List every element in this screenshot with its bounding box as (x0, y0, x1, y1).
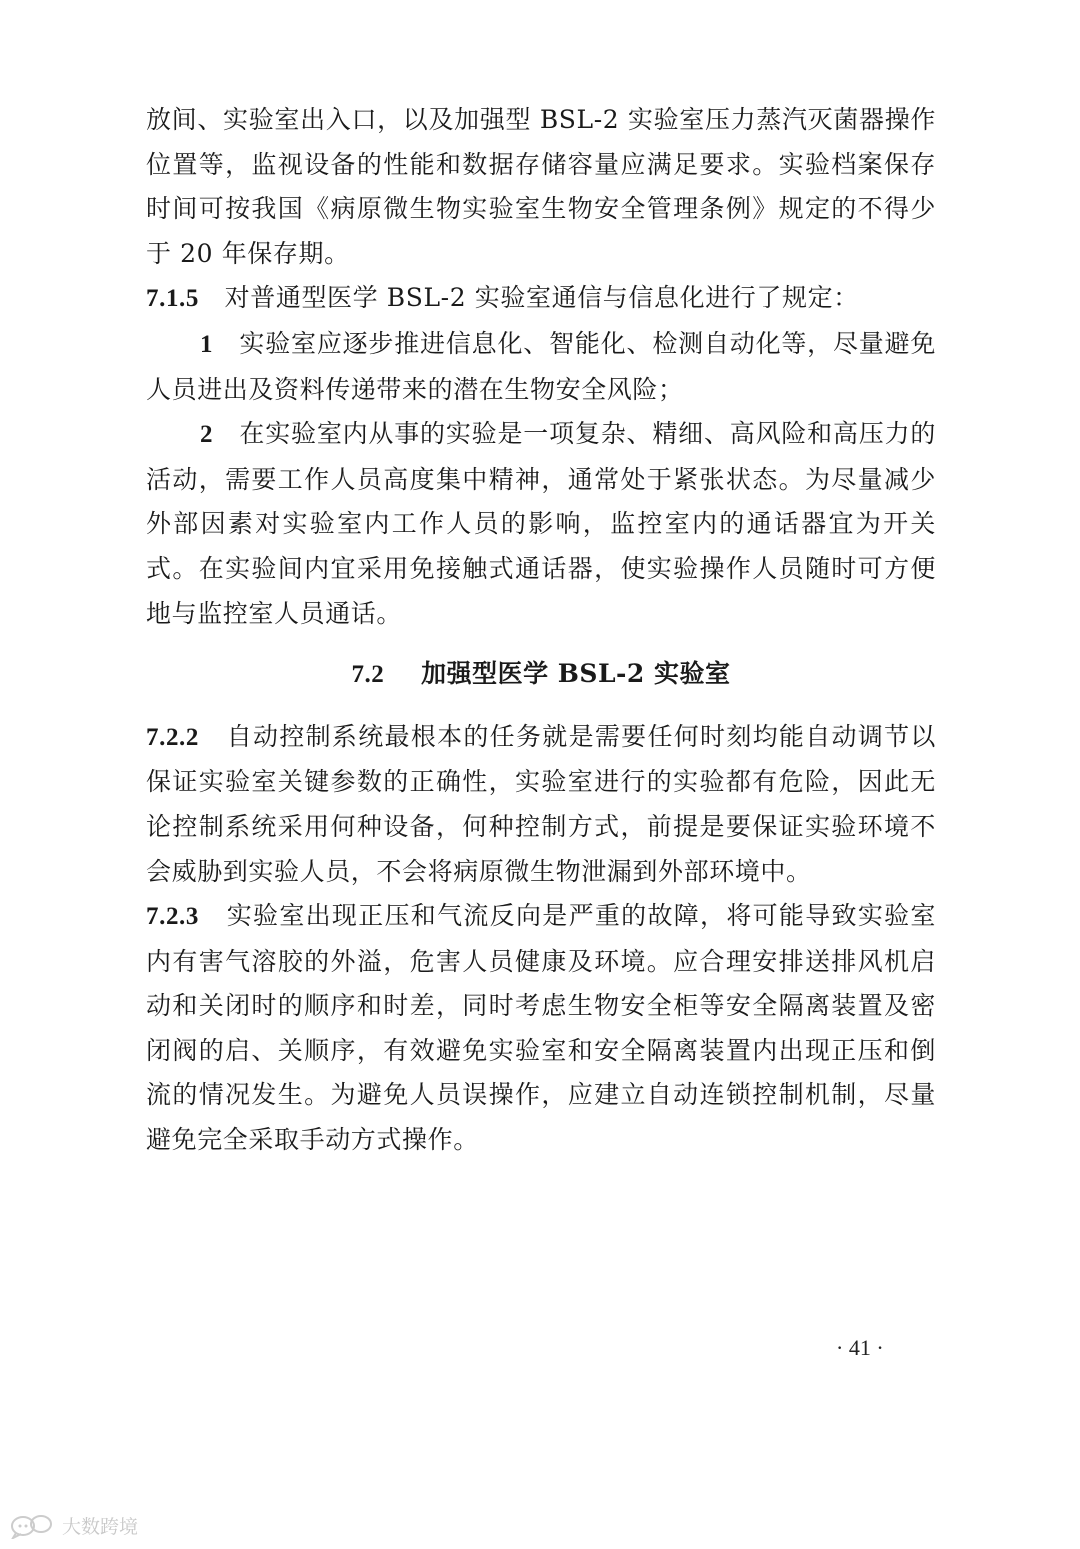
list-item-2 (146, 412, 936, 636)
page-number: · 41 · (836, 1335, 884, 1360)
clause-text: 对普通型医学 BSL-2 实验室通信与信息化进行了规定： (224, 283, 859, 313)
clause-text: 实验室出现正压和气流反向是严重的故障，将可能导致实验室内有害气溶胶的外溢，危害人员健康及环境。应合理安排送排风机启动和关闭时的顺序和时差，同时考虑生物安全柜等安全隔离装置及密闭阀的启、关顺序，有效避免实验室和安全隔离装置内出现正压和倒流的情况发生。为避免人员误操作，应建立自动连锁控制机制，尽量避免完全采取手动方式操作。 (146, 901, 937, 1155)
item-text: 在实验室内从事的实验是一项复杂、精细、高风险和高压力的活动，需要工作人员高度集中精神，通常处于紧张状态。为尽量减少外部因素对实验室内工作人员的影响，监控室内的通话器宜为开关式。在实验间内宜采用免接触式通话器，使实验操作人员随时可方便地与监控室人员通话。 (146, 419, 937, 628)
clause-number: 7.2.3 (146, 903, 199, 931)
watermark-text: 大数跨境 (62, 1516, 139, 1538)
clause-7-2-2 (146, 715, 936, 894)
chat-bubble-logo-icon (10, 1513, 56, 1539)
list-item-1 (146, 322, 936, 412)
section-title-text: 加强型医学 BSL-2 实验室 (421, 659, 731, 689)
clause-7-1-5 (146, 276, 936, 322)
item-text: 实验室应逐步推进信息化、智能化、检测自动化等，尽量避免人员进出及资料传递带来的潜在生物安全风险； (146, 328, 937, 404)
item-number: 1 (200, 330, 214, 358)
page-body (146, 98, 936, 1163)
clause-text: 自动控制系统最根本的任务就是需要任何时刻均能自动调节以保证实验室关键参数的正确性，实验室进行的实验都有危险，因此无论控制系统采用何种设备，何种控制方式，前提是要保证实验环境不会威胁到实验人员，不会将病原微生物泄漏到外部环境中。 (146, 721, 937, 886)
watermark (10, 1512, 138, 1539)
clause-number: 7.2.2 (146, 723, 199, 751)
clause-7-2-3 (146, 894, 936, 1163)
section-number: 7.2 (351, 661, 385, 689)
paragraph-continued: 放间、实验室出入口，以及加强型 BSL-2 实验室压力蒸汽灭菌器操作位置等，监视设备的性能和数据存储容量应满足要求。实验档案保存时间可按我国《病原微生物实验室生物安全管理条例》规定的不得少于 20 年保存期。 (146, 105, 936, 268)
section-heading-7-2 (146, 652, 936, 698)
clause-number: 7.1.5 (146, 285, 199, 313)
item-number: 2 (200, 421, 214, 449)
